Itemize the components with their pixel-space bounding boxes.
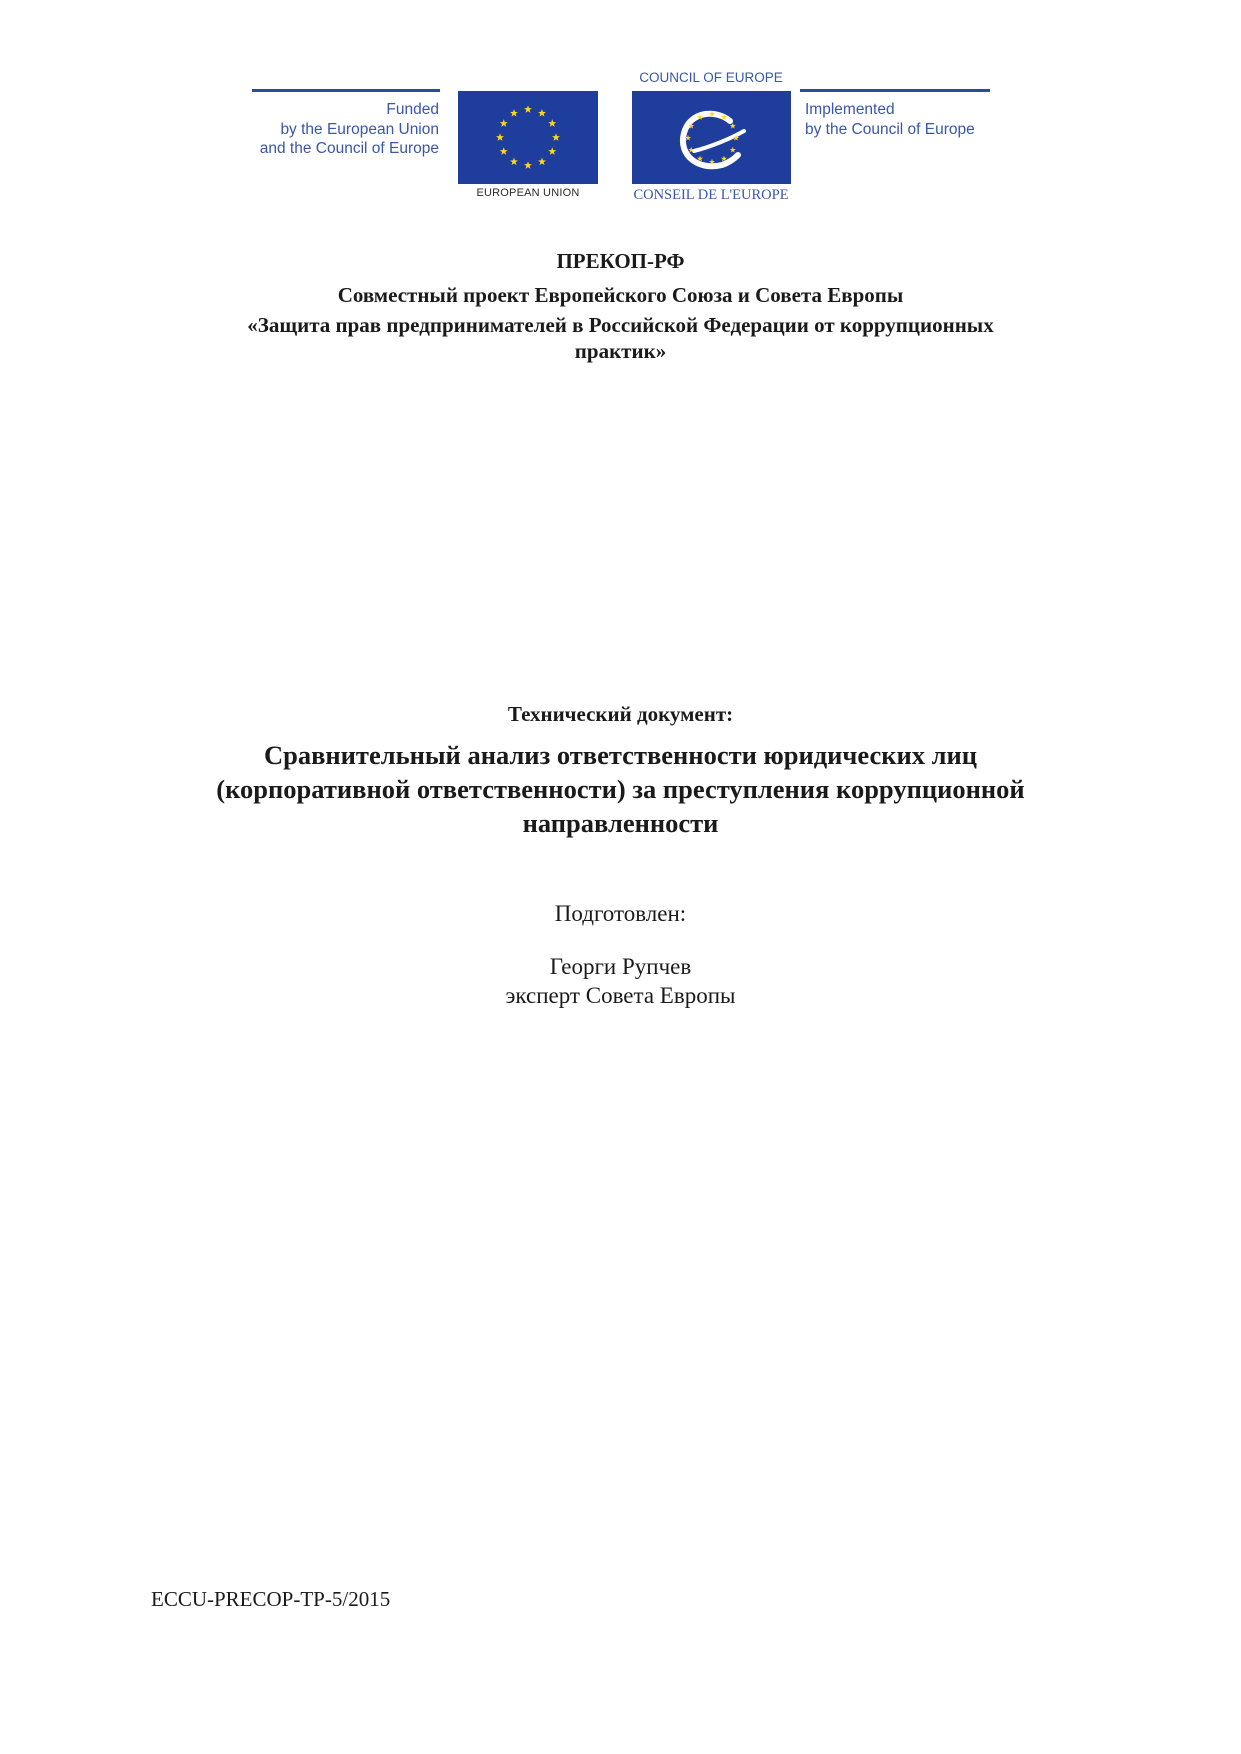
author-name: Георги Рупчев <box>549 954 692 979</box>
project-name-line-2: практик» <box>574 339 667 363</box>
eu-caption: EUROPEAN UNION <box>476 187 580 199</box>
left-rule-line <box>252 89 440 92</box>
star-icon <box>524 161 532 169</box>
coe-top-caption: COUNCIL OF EUROPE <box>639 70 783 85</box>
funded-by-text <box>232 100 439 159</box>
document-title-line: Сравнительный анализ ответственности юридических лиц <box>263 740 978 770</box>
author-role: эксперт Совета Европы <box>505 983 736 1008</box>
star-icon <box>538 109 546 117</box>
implemented-line: by the Council of Europe <box>805 120 975 138</box>
star-icon <box>548 119 556 127</box>
star-icon <box>500 147 508 155</box>
prepared-label: Подготовлен: <box>554 901 687 926</box>
star-icon <box>524 105 532 113</box>
document-type-label: Технический документ: <box>507 702 734 726</box>
coe-bottom-caption: CONSEIL DE L'EUROPE <box>633 187 789 203</box>
council-of-europe-c-stars-icon <box>632 91 791 184</box>
star-icon <box>510 158 518 166</box>
star-icon <box>552 133 560 141</box>
funded-line: by the European Union <box>280 120 439 138</box>
project-acronym: ПРЕКОП-РФ <box>556 249 685 273</box>
project-heading <box>150 244 1091 364</box>
star-icon <box>548 147 556 155</box>
star-icon <box>496 133 504 141</box>
implemented-line: Implemented <box>805 101 895 118</box>
document-title-line: направленности <box>522 808 719 838</box>
star-icon <box>500 119 508 127</box>
document-title-line: (корпоративной ответственности) за преступления коррупционной <box>216 774 1025 804</box>
star-icon <box>510 109 518 117</box>
technical-document-block <box>150 700 1091 840</box>
implemented-by-text <box>805 100 1025 139</box>
funded-line: Funded <box>386 101 439 118</box>
project-name-line-1: «Защита прав предпринимателей в Российской Федерации от коррупционных <box>247 313 994 337</box>
project-subtitle: Совместный проект Европейского Союза и Совета Европы <box>337 283 904 307</box>
right-rule-line <box>800 89 990 92</box>
document-title <box>150 738 1091 840</box>
prepared-by-block <box>150 898 1091 1010</box>
eu-stars-flag-icon <box>458 91 598 184</box>
funded-line: and the Council of Europe <box>259 140 439 157</box>
document-code: ECCU-PRECOP-TP-5/2015 <box>151 1587 391 1611</box>
logo-banner <box>0 0 1241 215</box>
star-icon <box>730 147 736 153</box>
star-icon <box>538 158 546 166</box>
